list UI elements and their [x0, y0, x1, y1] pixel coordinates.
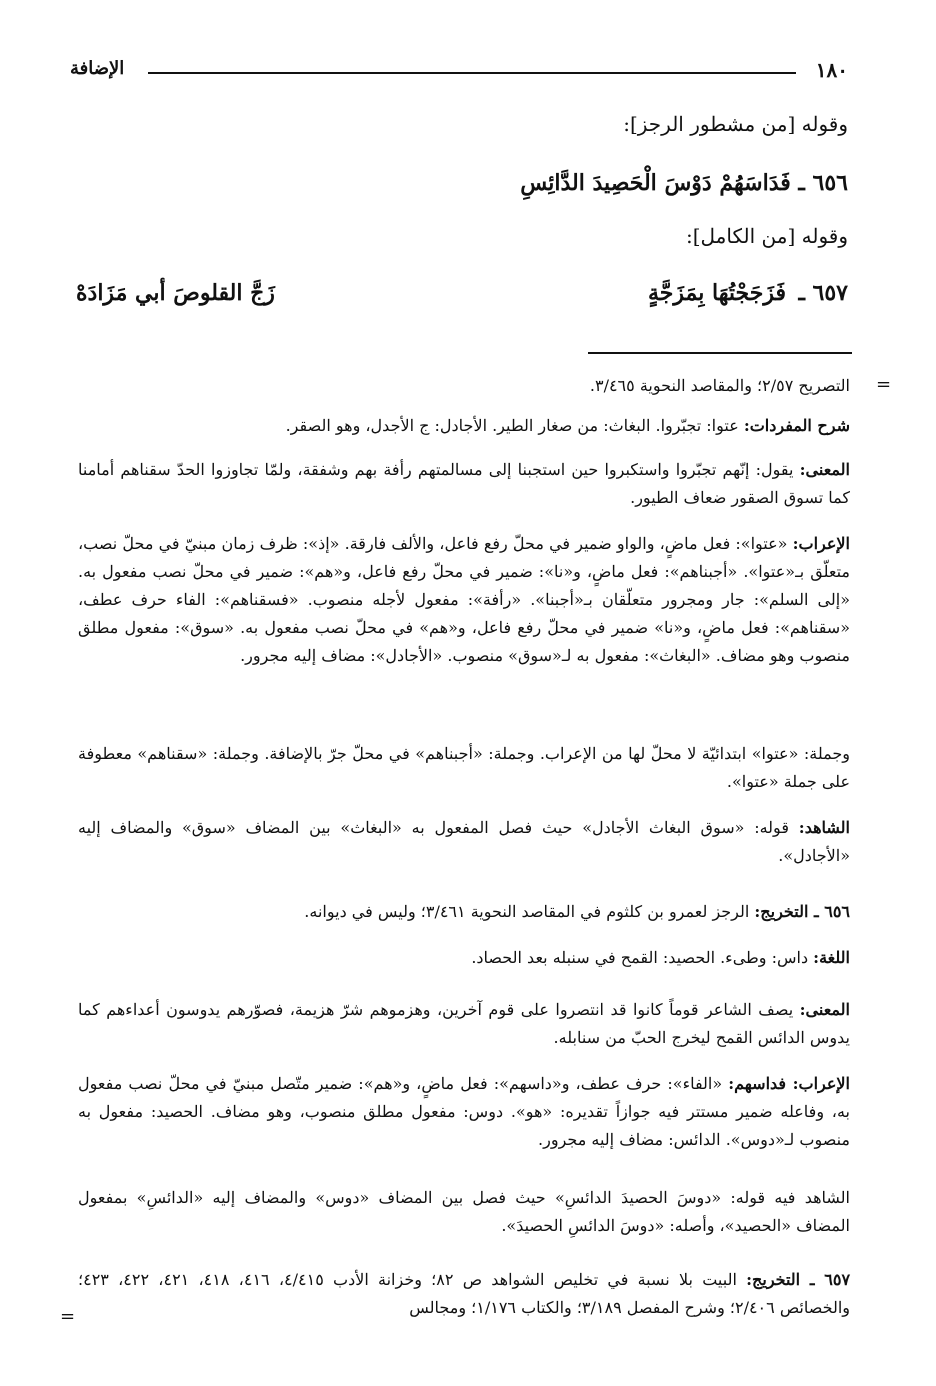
footnote-meaning — [78, 456, 850, 512]
footnote-parsing — [78, 530, 850, 670]
meaning-656-label: المعنى: — [799, 1000, 850, 1019]
continuation-mark-bottom: = — [60, 1306, 76, 1327]
vocabulary-label: شرح المفردات: — [743, 416, 850, 435]
footnote-separator — [588, 352, 852, 354]
evidence-text: قوله: «سوق البغاث الأجادل» حيث فصل المفعول به «البغاث» بين المضاف «سوق» والمضاف إليه «الأجادل». — [78, 818, 850, 865]
sources-657-label: ٦٥٧ ـ التخريج: — [746, 1270, 851, 1289]
meaning-label: المعنى: — [799, 460, 850, 479]
meaning-text: يقول: إنّهم تجبّروا واستكبروا حين استجبنا إلى مسالمتهم رأفة بهم وشفقة، ولمّا تجاوزوا الحدّ سقناهم أمامنا كما تسوق الصقور ضعاف الطيور. — [78, 460, 850, 507]
continuation-mark-top: = — [876, 374, 892, 395]
evidence-label: الشاهد: — [798, 818, 850, 837]
footnote-656-meaning — [78, 996, 850, 1052]
footnote-vocabulary — [78, 412, 850, 440]
footnote-656-language — [78, 944, 850, 972]
language-label: اللغة: — [813, 948, 850, 967]
header-rule — [148, 72, 796, 74]
parsing-656-text: «الفاء»: حرف عطف، و«داسهم»: فعل ماضٍ، و«هم»: ضمير متّصل مبنيّ في محلّ نصب مفعول به، وفاعله ضمير مستتر فيه جوازاً تقديره: «هو». دوس: مفعول مطلق منصوب، وهو مضاف. الحصيد: مفعول به منصوب لـ«دوس». الدائس: مضاف إليه مجرور. — [78, 1074, 850, 1149]
verse-657-number: ٦٥٧ ـ — [798, 280, 848, 306]
chapter-title: الإضافة — [70, 58, 125, 79]
language-text: داس: وطىء. الحصيد: القمح في سنبله بعد الحصاد. — [471, 948, 814, 967]
footnote-sentences: وجملة: «عتوا» ابتدائيّة لا محلّ لها من الإعراب. وجملة: «أجبناهم» في محلّ جرّ بالإضافة. وجملة: «سقناهم» معطوفة على جملة «عتوا». — [78, 744, 850, 791]
vocabulary-text: عتوا: تجبّروا. البغاث: من صغار الطير. الأجادل: ج الأجدل، وهو الصقر. — [285, 416, 744, 435]
meaning-656-text: يصف الشاعر قوماً كانوا قد انتصروا على قوم آخرين، وهزموهم شرّ هزيمة، فصوّرهم يدوسون أعداءهم كما يدوس الدائس القمح ليخرج الحبّ من سنابله. — [78, 1000, 850, 1047]
verse-intro-657: وقوله [من الكامل]: — [685, 224, 848, 248]
parsing-label: الإعراب: — [792, 534, 850, 553]
sources-657-text: البيت بلا نسبة في تخليص الشواهد ص ٨٢؛ وخزانة الأدب ٤/٤١٥، ٤١٦، ٤١٨، ٤٢١، ٤٢٢، ٤٢٣؛ والخصائص ٢/٤٠٦؛ وشرح المفصل ٣/١٨٩؛ والكتاب ١/١٧٦؛ ومجالس — [78, 1270, 850, 1317]
parsing-656-label: الإعراب: فداسهم: — [728, 1074, 850, 1093]
footnote-656-parsing — [78, 1070, 850, 1154]
verse-657-first-hemistich: فَزَجَجْتُهَا بِمَزَجَّةٍ — [648, 280, 786, 306]
footnote-657-sources — [78, 1266, 850, 1322]
verse-intro-656: وقوله [من مشطور الرجز]: — [623, 112, 848, 136]
page-number: ١٨٠ — [815, 58, 848, 82]
verse-656: ٦٥٦ ـ فَدَاسَهُمْ دَوْسَ الْحَصِيدَ الدَّائِسِ — [520, 170, 848, 196]
footnote-sources: التصريح ٢/٥٧؛ والمقاصد النحوية ٣/٤٦٥. — [589, 376, 850, 395]
parsing-text: «عتوا»: فعل ماضٍ، والواو ضمير في محلّ رفع فاعل، والألف فارقة. «إذ»: ظرف زمان مبنيّ في محلّ نصب، متعلّق بـ«عتوا». «أجبناهم»: فعل ماضٍ، و«نا»: ضمير في محلّ رفع فاعل، و«هم»: ضمير في محلّ نصب مفعول به. «إلى السلم»: جار ومجرور متعلّقان بـ«أجبنا». «رأفة»: مفعول لأجله منصوب. «فسقناهم»: الفاء حرف عطف، «سقناهم»: فعل ماضٍ، و«نا» ضمير في محلّ رفع فاعل، و«هم» في محلّ نصب مفعول به. «سوق»: مفعول مطلق منصوب وهو مضاف. «البغاث»: مفعول به لـ«سوق» منصوب. «الأجادل»: مضاف إليه مجرور. — [78, 534, 850, 665]
sources-656-text: الرجز لعمرو بن كلثوم في المقاصد النحوية ٣/٤٦١؛ وليس في ديوانه. — [304, 902, 755, 921]
verse-657-second-hemistich: زَجَّ القلوصَ أبي مَزَادَهْ — [76, 280, 275, 306]
footnote-evidence — [78, 814, 850, 870]
footnote-656-sources — [78, 898, 850, 926]
page-header — [70, 58, 848, 88]
footnote-656-evidence: الشاهد فيه قوله: «دوسَ الحصيدَ الدائسِ» حيث فصل بين المضاف «دوس» والمضاف إليه «الدائسِ» بمفعول المضاف «الحصيد»، وأصله: «دوسَ الدائسِ الحصيدَ». — [78, 1188, 850, 1235]
sources-656-label: ٦٥٦ ـ التخريج: — [754, 902, 850, 921]
